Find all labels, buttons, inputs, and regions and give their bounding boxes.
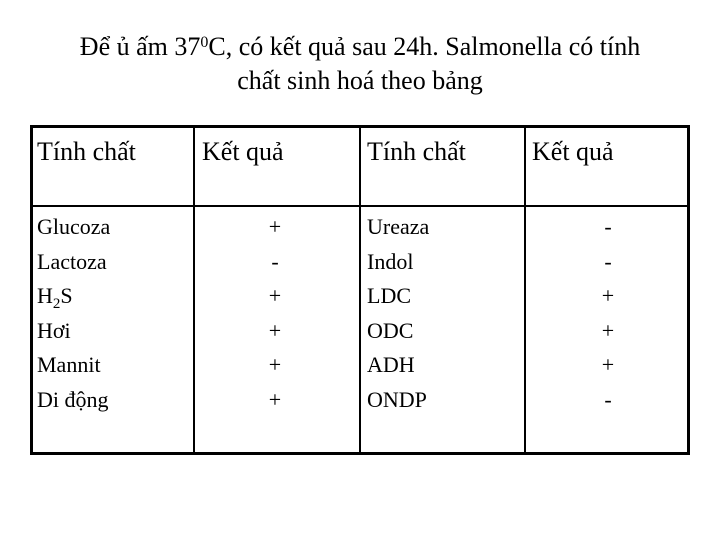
table-cell: ODC	[367, 317, 414, 343]
table-border-left	[30, 125, 33, 455]
table-cell: Ureaza	[367, 214, 430, 239]
title-line-2: chất sinh hoá theo bảng	[237, 66, 483, 95]
title-line-1: Để ủ ấm $37^0C$, có kết quả sau 24h. Salmonella có tính	[79, 32, 641, 61]
table-cell: -	[604, 248, 612, 274]
table-cell: -	[271, 248, 279, 274]
table-cell: +	[601, 283, 615, 308]
table-cell: Glucoza	[37, 214, 111, 239]
table-cell: +	[268, 317, 282, 343]
header-property-left: Tính chất	[37, 137, 136, 166]
right-results-list	[593, 210, 623, 417]
table-cell: Lactoza	[37, 248, 107, 274]
left-results-list	[260, 210, 290, 417]
table-cell: +	[601, 352, 615, 377]
table-cell-h2s: $H_2S$	[37, 283, 73, 312]
table-cell: +	[601, 317, 615, 343]
table-cell: +	[268, 352, 282, 377]
right-properties-list	[367, 210, 429, 417]
header-result-right: Kết quả	[532, 137, 614, 166]
table-cell: Indol	[367, 248, 414, 274]
table-col-divider-1	[193, 125, 195, 455]
header-property-right: Tính chất	[367, 137, 466, 166]
table-cell: Mannit	[37, 352, 101, 377]
table-cell: -	[604, 386, 612, 412]
table-border-right	[687, 125, 690, 455]
table-cell: -	[604, 214, 612, 239]
table-cell: +	[268, 283, 282, 308]
table-cell: +	[268, 386, 282, 412]
table-cell: +	[268, 214, 282, 239]
table-cell: ONDP	[367, 386, 427, 412]
superscript: 0	[200, 34, 209, 51]
left-properties-list	[37, 210, 110, 417]
table-col-divider-3	[524, 125, 526, 455]
table-cell: ADH	[367, 352, 415, 377]
header-result-left: Kết quả	[202, 137, 284, 166]
table-cell: LDC	[367, 283, 411, 308]
table-cell: Hơi	[37, 317, 71, 343]
table-cell: Di động	[37, 386, 109, 412]
table-col-divider-2	[359, 125, 361, 455]
page-title	[0, 30, 720, 98]
biochemical-table	[30, 125, 690, 455]
